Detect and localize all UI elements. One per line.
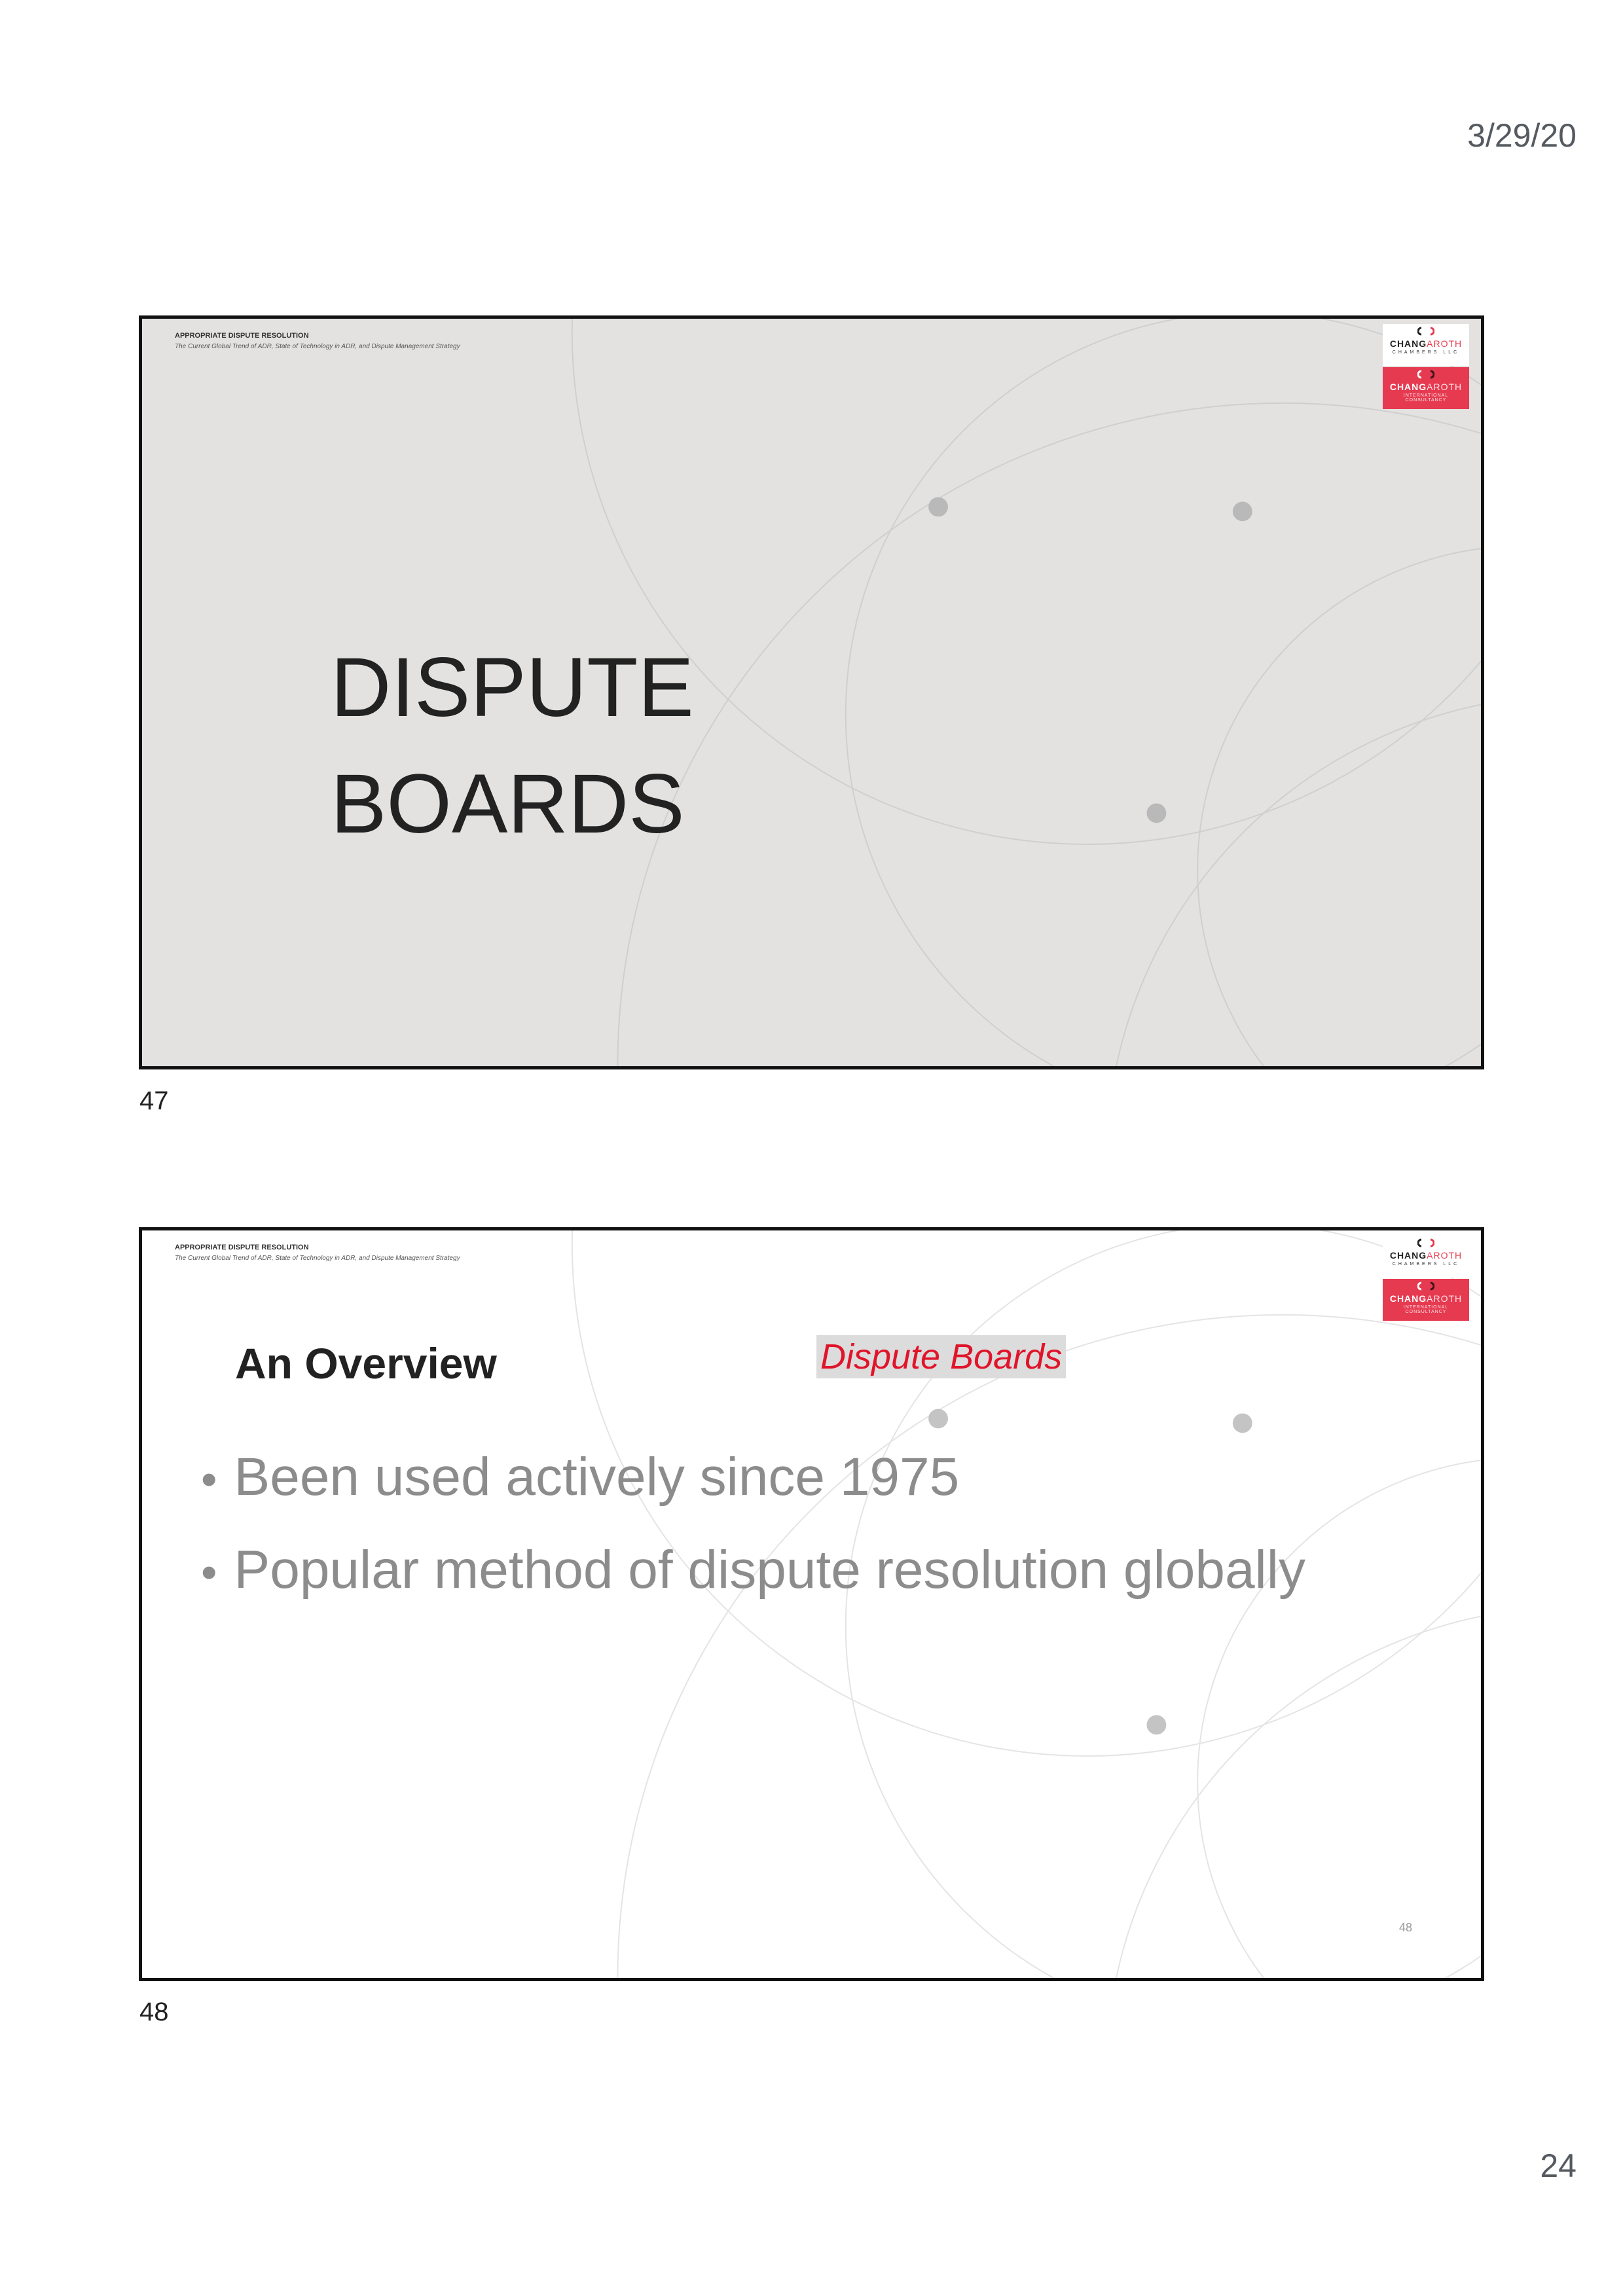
slide-footer-number: 48 xyxy=(1398,1921,1412,1934)
logo-name: CHANGAROTH xyxy=(1389,1293,1463,1304)
logo-name: CHANGAROTH xyxy=(1389,382,1463,392)
logo-mark-icon xyxy=(1417,1238,1434,1247)
logo-consultancy xyxy=(1383,1279,1469,1321)
page-number: 24 xyxy=(1540,2147,1577,2184)
logo-name: CHANGAROTH xyxy=(1389,1250,1463,1261)
bullet-list xyxy=(201,1446,1305,1632)
deck-header-subtitle: The Current Global Trend of ADR, State of Technology in ADR, and Dispute Management Strategy xyxy=(175,343,460,350)
logo-name: CHANGAROTH xyxy=(1389,338,1463,349)
deco-dot xyxy=(1146,804,1166,823)
deck-header-title: APPROPRIATE DISPUTE RESOLUTION xyxy=(175,332,309,340)
logo-sub-chambers: CHAMBERS LLC xyxy=(1392,1262,1460,1266)
logo-sub-consultancy: INTERNATIONAL CONSULTANCY xyxy=(1403,393,1449,403)
bullet-item: • Been used actively since 1975 xyxy=(201,1446,1305,1508)
logo-chambers xyxy=(1383,324,1469,366)
logo-mark-icon xyxy=(1417,1282,1434,1291)
slide-47 xyxy=(139,315,1484,1069)
logo-consultancy xyxy=(1383,367,1469,409)
deck-header-subtitle: The Current Global Trend of ADR, State of Technology in ADR, and Dispute Management Strategy xyxy=(175,1255,460,1262)
deco-dot xyxy=(1146,1715,1166,1735)
slide-title-line: BOARDS xyxy=(331,757,685,851)
logo-chambers xyxy=(1383,1236,1469,1278)
slide-index-48: 48 xyxy=(139,1998,169,2026)
deco-dot xyxy=(1233,1414,1252,1433)
slide-index-47: 47 xyxy=(139,1086,169,1115)
page-date: 3/29/20 xyxy=(1467,117,1577,154)
section-heading: An Overview xyxy=(235,1339,497,1388)
deco-dot xyxy=(1233,502,1252,522)
bullet-item: • Popular method of dispute resolution globally xyxy=(201,1539,1305,1601)
slide-title-line: DISPUTE xyxy=(331,641,694,734)
brand-logo xyxy=(1383,1236,1469,1321)
logo-sub-consultancy: INTERNATIONAL CONSULTANCY xyxy=(1403,1305,1449,1314)
topic-tag: Dispute Boards xyxy=(816,1335,1066,1378)
logo-sub-chambers: CHAMBERS LLC xyxy=(1392,350,1460,355)
deco-dot xyxy=(928,497,948,517)
brand-logo xyxy=(1383,324,1469,409)
slide-title xyxy=(331,630,694,863)
logo-mark-icon xyxy=(1417,370,1434,379)
deco-dot xyxy=(928,1409,948,1429)
slide-48 xyxy=(139,1227,1484,1981)
logo-mark-icon xyxy=(1417,327,1434,336)
deck-header-title: APPROPRIATE DISPUTE RESOLUTION xyxy=(175,1244,309,1251)
